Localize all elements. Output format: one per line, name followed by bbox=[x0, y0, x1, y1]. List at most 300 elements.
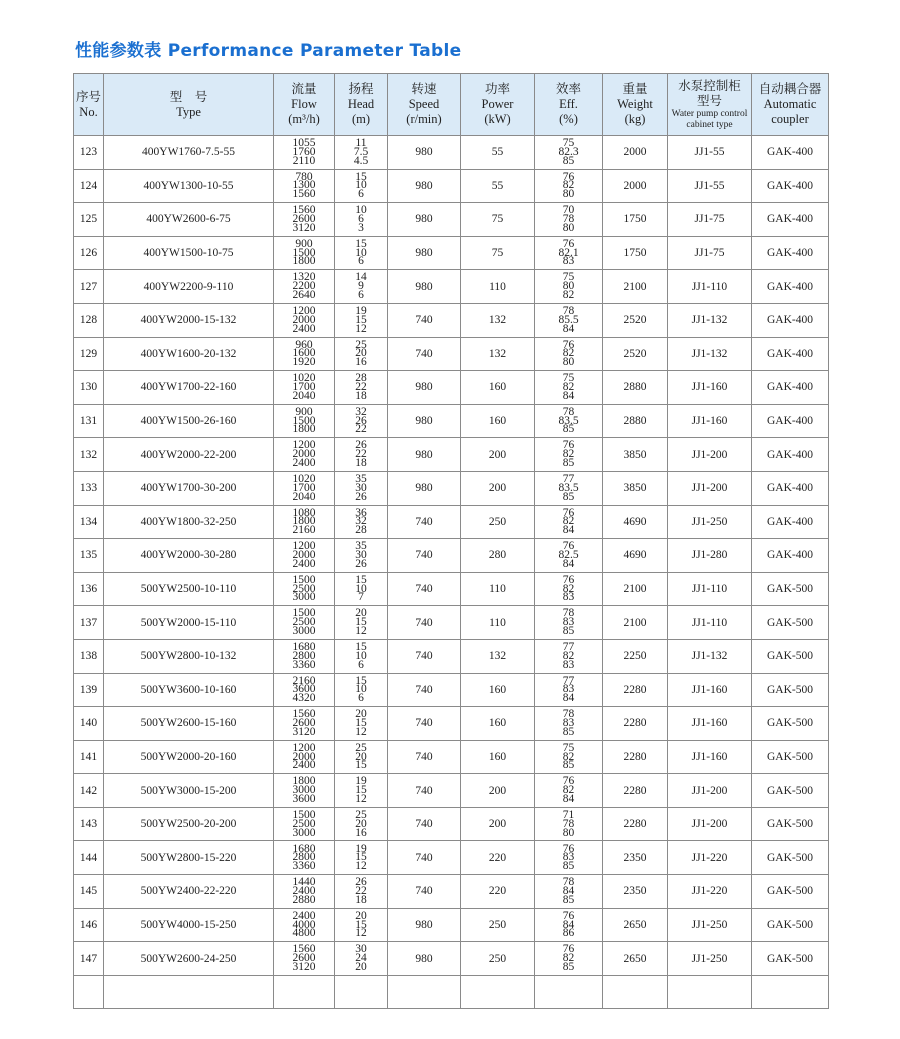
cell-eff bbox=[535, 875, 603, 909]
cell-head-value: 12 bbox=[355, 725, 367, 738]
col-header-head: 扬程 Head (m) bbox=[335, 74, 388, 136]
cell-flow-value: 2400 bbox=[292, 457, 316, 470]
cell-eff-value: 75 bbox=[562, 271, 575, 284]
cell-eff-value: 82 bbox=[562, 582, 575, 595]
cell-flow-value: 2500 bbox=[292, 616, 316, 629]
cell-speed: 740 bbox=[388, 606, 461, 640]
cell-flow bbox=[274, 774, 335, 808]
cell-flow bbox=[274, 303, 335, 337]
cell-flow bbox=[274, 471, 335, 505]
cell-head-value: 35 bbox=[355, 473, 367, 486]
cell-head bbox=[335, 471, 388, 505]
cell-power: 75 bbox=[461, 236, 535, 270]
cell-flow-value: 1700 bbox=[292, 481, 316, 494]
cell-speed: 740 bbox=[388, 303, 461, 337]
cell-speed: 980 bbox=[388, 203, 461, 237]
cell-flow-value: 3600 bbox=[292, 792, 316, 805]
cell-head-value: 22 bbox=[355, 448, 367, 461]
cell-cabinet: JJ1-220 bbox=[668, 875, 752, 909]
cell-cabinet: JJ1-110 bbox=[668, 606, 752, 640]
cell-weight: 2000 bbox=[603, 136, 668, 170]
cell-flow bbox=[274, 875, 335, 909]
cell-coupler: GAK-400 bbox=[752, 270, 829, 304]
cell-eff-value: 80 bbox=[562, 280, 575, 293]
cell-flow-value: 2160 bbox=[292, 524, 316, 537]
cell-flow-value: 2600 bbox=[292, 213, 316, 226]
cell-flow-value: 2160 bbox=[292, 674, 316, 687]
cell-head-value: 12 bbox=[355, 322, 367, 335]
cell-eff-value: 85 bbox=[562, 893, 575, 906]
cell-flow-value: 2400 bbox=[292, 884, 316, 897]
cell-type: 500YW2800-10-132 bbox=[104, 639, 274, 673]
header-row bbox=[74, 74, 829, 136]
cell-head-value: 15 bbox=[355, 573, 367, 586]
cell-eff-value: 76 bbox=[562, 775, 575, 788]
cell-speed: 740 bbox=[388, 539, 461, 573]
empty-cell bbox=[104, 975, 274, 1009]
cell-flow bbox=[274, 438, 335, 472]
cell-eff-value: 84 bbox=[562, 692, 575, 705]
cell-head-value: 6 bbox=[358, 289, 364, 302]
cell-head-value: 19 bbox=[355, 305, 367, 318]
cell-flow-value: 1500 bbox=[292, 414, 316, 427]
cell-eff-value: 82 bbox=[562, 289, 575, 302]
cell-head bbox=[335, 639, 388, 673]
cell-head-value: 25 bbox=[355, 808, 367, 821]
cell-cabinet: JJ1-220 bbox=[668, 841, 752, 875]
cell-eff bbox=[535, 740, 603, 774]
cell-head bbox=[335, 505, 388, 539]
cell-speed: 980 bbox=[388, 236, 461, 270]
cell-power: 160 bbox=[461, 371, 535, 405]
cell-weight: 3850 bbox=[603, 471, 668, 505]
cell-flow-value: 1200 bbox=[292, 439, 316, 452]
cell-head-value: 26 bbox=[355, 414, 367, 427]
cell-flow-value: 4000 bbox=[292, 918, 316, 931]
table-row bbox=[74, 303, 829, 337]
cell-eff-value: 80 bbox=[562, 221, 575, 234]
cell-eff-value: 76 bbox=[562, 338, 575, 351]
cell-eff bbox=[535, 807, 603, 841]
cell-eff-value: 80 bbox=[562, 356, 575, 369]
cell-head-value: 19 bbox=[355, 775, 367, 788]
cell-no: 130 bbox=[74, 371, 104, 405]
cell-weight: 2520 bbox=[603, 337, 668, 371]
table-row bbox=[74, 639, 829, 673]
table-row bbox=[74, 807, 829, 841]
cell-head-value: 6 bbox=[358, 213, 364, 226]
cell-flow-value: 3600 bbox=[292, 683, 316, 696]
cell-head-value: 11 bbox=[355, 137, 367, 150]
cell-flow-value: 3000 bbox=[292, 625, 316, 637]
cell-weight: 2000 bbox=[603, 169, 668, 203]
cell-eff-value: 84 bbox=[562, 524, 575, 537]
cell-eff-value: 76 bbox=[562, 573, 575, 586]
table-row bbox=[74, 841, 829, 875]
cell-eff-value: 84 bbox=[562, 557, 575, 570]
cell-weight: 4690 bbox=[603, 539, 668, 573]
cell-eff-value: 80 bbox=[562, 188, 575, 201]
cell-head-value: 15 bbox=[355, 313, 367, 326]
cell-eff-value: 82 bbox=[562, 515, 575, 528]
cell-speed: 740 bbox=[388, 639, 461, 673]
cell-coupler: GAK-400 bbox=[752, 371, 829, 405]
cell-flow-value: 2640 bbox=[292, 289, 316, 302]
cell-type: 400YW1300-10-55 bbox=[104, 169, 274, 203]
table-row bbox=[74, 337, 829, 371]
cell-power: 250 bbox=[461, 908, 535, 942]
cell-flow bbox=[274, 908, 335, 942]
cell-flow-value: 1300 bbox=[292, 179, 316, 192]
table-row bbox=[74, 707, 829, 741]
col-header-power: 功率 Power (kW) bbox=[461, 74, 535, 136]
cell-head-value: 15 bbox=[355, 237, 367, 250]
cell-flow-value: 1800 bbox=[292, 423, 316, 436]
cell-eff-value: 82 bbox=[562, 649, 575, 662]
cell-eff bbox=[535, 371, 603, 405]
cell-eff-value: 82 bbox=[562, 784, 575, 797]
cell-flow bbox=[274, 136, 335, 170]
cell-power: 55 bbox=[461, 136, 535, 170]
cell-weight: 2350 bbox=[603, 875, 668, 909]
cell-head bbox=[335, 841, 388, 875]
cell-flow bbox=[274, 203, 335, 237]
cell-cabinet: JJ1-132 bbox=[668, 337, 752, 371]
cell-head-value: 14 bbox=[355, 271, 367, 284]
cell-flow-value: 2400 bbox=[292, 557, 316, 570]
cell-weight: 2280 bbox=[603, 807, 668, 841]
cell-head-value: 12 bbox=[355, 625, 367, 637]
cell-weight: 2250 bbox=[603, 639, 668, 673]
cell-cabinet: JJ1-75 bbox=[668, 236, 752, 270]
cell-eff-value: 86 bbox=[562, 927, 575, 940]
cell-cabinet: JJ1-160 bbox=[668, 371, 752, 405]
cell-flow-value: 2880 bbox=[292, 893, 316, 906]
cell-head-value: 18 bbox=[355, 457, 367, 470]
cell-flow-value: 1560 bbox=[292, 708, 316, 721]
cell-cabinet: JJ1-200 bbox=[668, 438, 752, 472]
cell-head-value: 20 bbox=[355, 750, 367, 763]
cell-weight: 2650 bbox=[603, 942, 668, 976]
cell-head-value: 22 bbox=[355, 884, 367, 897]
cell-type: 500YW2500-10-110 bbox=[104, 572, 274, 606]
cell-power: 160 bbox=[461, 673, 535, 707]
cell-head-value: 7 bbox=[358, 591, 364, 604]
cell-eff-value: 70 bbox=[562, 204, 575, 217]
cell-flow-value: 3120 bbox=[292, 221, 316, 234]
cell-no: 132 bbox=[74, 438, 104, 472]
cell-flow-value: 3000 bbox=[292, 784, 316, 797]
cell-speed: 980 bbox=[388, 942, 461, 976]
cell-speed: 740 bbox=[388, 673, 461, 707]
cell-eff-value: 84 bbox=[562, 389, 575, 402]
cell-speed: 980 bbox=[388, 136, 461, 170]
cell-power: 220 bbox=[461, 875, 535, 909]
cell-flow-value: 900 bbox=[295, 237, 313, 250]
cell-eff bbox=[535, 438, 603, 472]
cell-eff bbox=[535, 606, 603, 640]
cell-eff-value: 76 bbox=[562, 943, 575, 956]
cell-head-value: 7.5 bbox=[353, 145, 369, 158]
cell-type: 400YW1500-26-160 bbox=[104, 404, 274, 438]
cell-eff-value: 85 bbox=[562, 725, 575, 738]
cell-no: 145 bbox=[74, 875, 104, 909]
cell-eff bbox=[535, 572, 603, 606]
cell-flow-value: 2800 bbox=[292, 649, 316, 662]
cell-eff-value: 76 bbox=[562, 170, 575, 183]
cell-head-value: 16 bbox=[355, 356, 367, 369]
cell-no: 135 bbox=[74, 539, 104, 573]
cell-flow-value: 1680 bbox=[292, 842, 316, 855]
cell-flow-value: 3360 bbox=[292, 658, 316, 671]
cell-head-value: 26 bbox=[355, 490, 367, 503]
cell-head-value: 25 bbox=[355, 338, 367, 351]
cell-type: 500YW2800-15-220 bbox=[104, 841, 274, 875]
cell-cabinet: JJ1-55 bbox=[668, 136, 752, 170]
cell-eff-value: 76 bbox=[562, 439, 575, 452]
empty-cell bbox=[74, 975, 104, 1009]
cell-power: 75 bbox=[461, 203, 535, 237]
cell-flow-value: 1700 bbox=[292, 381, 316, 394]
cell-flow-value: 4800 bbox=[292, 927, 316, 940]
cell-flow bbox=[274, 572, 335, 606]
cell-eff-value: 83.5 bbox=[558, 414, 579, 427]
cell-flow-value: 2040 bbox=[292, 389, 316, 402]
cell-speed: 740 bbox=[388, 807, 461, 841]
cell-flow-value: 3360 bbox=[292, 860, 316, 873]
cell-cabinet: JJ1-200 bbox=[668, 774, 752, 808]
cell-head-value: 4.5 bbox=[353, 154, 369, 167]
cell-coupler: GAK-500 bbox=[752, 740, 829, 774]
empty-cell bbox=[603, 975, 668, 1009]
cell-flow-value: 1200 bbox=[292, 305, 316, 318]
cell-no: 136 bbox=[74, 572, 104, 606]
table-row bbox=[74, 270, 829, 304]
cell-speed: 980 bbox=[388, 908, 461, 942]
cell-flow-value: 4320 bbox=[292, 692, 316, 705]
cell-cabinet: JJ1-250 bbox=[668, 505, 752, 539]
cell-flow-value: 3120 bbox=[292, 725, 316, 738]
table-row bbox=[74, 136, 829, 170]
cell-flow bbox=[274, 841, 335, 875]
cell-cabinet: JJ1-75 bbox=[668, 203, 752, 237]
cell-type: 400YW1800-32-250 bbox=[104, 505, 274, 539]
cell-eff-value: 71 bbox=[562, 808, 575, 821]
cell-head-value: 30 bbox=[355, 481, 367, 494]
cell-eff bbox=[535, 707, 603, 741]
cell-type: 500YW2600-24-250 bbox=[104, 942, 274, 976]
cell-eff bbox=[535, 505, 603, 539]
cell-no: 147 bbox=[74, 942, 104, 976]
cell-speed: 980 bbox=[388, 471, 461, 505]
cell-flow-value: 2000 bbox=[292, 313, 316, 326]
cell-cabinet: JJ1-250 bbox=[668, 942, 752, 976]
cell-flow bbox=[274, 740, 335, 774]
cell-head-value: 20 bbox=[355, 347, 367, 360]
cell-flow bbox=[274, 707, 335, 741]
cell-flow-value: 3120 bbox=[292, 960, 316, 973]
cell-eff-value: 83 bbox=[562, 591, 575, 604]
cell-flow bbox=[274, 236, 335, 270]
cell-eff-value: 75 bbox=[562, 741, 575, 754]
table-body bbox=[74, 136, 829, 1009]
cell-eff-value: 82 bbox=[562, 381, 575, 394]
table-row bbox=[74, 236, 829, 270]
col-header-no: 序号 No. bbox=[74, 74, 104, 136]
cell-flow-value: 1020 bbox=[292, 372, 316, 385]
cell-weight: 1750 bbox=[603, 203, 668, 237]
cell-head bbox=[335, 740, 388, 774]
cell-eff-value: 85.5 bbox=[558, 313, 579, 326]
cell-eff-value: 76 bbox=[562, 506, 575, 519]
cell-coupler: GAK-400 bbox=[752, 404, 829, 438]
table-row bbox=[74, 572, 829, 606]
cell-head-value: 15 bbox=[355, 851, 367, 864]
cell-head-value: 26 bbox=[355, 439, 367, 452]
cell-eff-value: 82 bbox=[562, 750, 575, 763]
cell-eff-value: 83 bbox=[562, 683, 575, 696]
cell-flow-value: 2600 bbox=[292, 716, 316, 729]
cell-power: 132 bbox=[461, 639, 535, 673]
cell-speed: 740 bbox=[388, 774, 461, 808]
cell-cabinet: JJ1-280 bbox=[668, 539, 752, 573]
cell-type: 500YW3000-15-200 bbox=[104, 774, 274, 808]
cell-flow-value: 2600 bbox=[292, 952, 316, 965]
cell-speed: 740 bbox=[388, 707, 461, 741]
cell-power: 132 bbox=[461, 303, 535, 337]
cell-eff bbox=[535, 942, 603, 976]
cell-weight: 2280 bbox=[603, 740, 668, 774]
cell-head-value: 6 bbox=[358, 692, 364, 705]
cell-no: 129 bbox=[74, 337, 104, 371]
cell-head-value: 26 bbox=[355, 876, 367, 889]
table-row bbox=[74, 371, 829, 405]
cell-type: 500YW4000-15-250 bbox=[104, 908, 274, 942]
cell-eff-value: 84 bbox=[562, 884, 575, 897]
cell-cabinet: JJ1-160 bbox=[668, 707, 752, 741]
cell-type: 500YW2600-15-160 bbox=[104, 707, 274, 741]
cell-head bbox=[335, 942, 388, 976]
cell-head-value: 10 bbox=[355, 179, 367, 192]
cell-head-value: 6 bbox=[358, 255, 364, 268]
cell-head-value: 15 bbox=[355, 674, 367, 687]
table-row bbox=[74, 471, 829, 505]
cell-eff-value: 78 bbox=[562, 876, 575, 889]
table-row bbox=[74, 438, 829, 472]
cell-flow bbox=[274, 270, 335, 304]
cell-eff-value: 82 bbox=[562, 952, 575, 965]
empty-cell bbox=[535, 975, 603, 1009]
cell-flow bbox=[274, 505, 335, 539]
cell-coupler: GAK-400 bbox=[752, 471, 829, 505]
cell-head-value: 12 bbox=[355, 792, 367, 805]
cell-eff-value: 76 bbox=[562, 909, 575, 922]
cell-eff bbox=[535, 404, 603, 438]
table-row bbox=[74, 505, 829, 539]
cell-head-value: 36 bbox=[355, 506, 367, 519]
table-row bbox=[74, 740, 829, 774]
cell-no: 124 bbox=[74, 169, 104, 203]
cell-head-value: 32 bbox=[355, 405, 367, 418]
cell-power: 200 bbox=[461, 471, 535, 505]
cell-flow bbox=[274, 371, 335, 405]
cell-head-value: 16 bbox=[355, 826, 367, 839]
cell-head bbox=[335, 572, 388, 606]
cell-speed: 740 bbox=[388, 740, 461, 774]
cell-power: 132 bbox=[461, 337, 535, 371]
cell-no: 138 bbox=[74, 639, 104, 673]
cell-power: 200 bbox=[461, 807, 535, 841]
cell-flow-value: 2200 bbox=[292, 280, 316, 293]
cell-no: 126 bbox=[74, 236, 104, 270]
cell-eff-value: 83 bbox=[562, 616, 575, 629]
cell-eff bbox=[535, 774, 603, 808]
cell-flow-value: 1055 bbox=[292, 137, 316, 150]
cell-speed: 980 bbox=[388, 169, 461, 203]
cell-power: 55 bbox=[461, 169, 535, 203]
cell-head-value: 28 bbox=[355, 524, 367, 537]
cell-head bbox=[335, 203, 388, 237]
cell-eff-value: 78 bbox=[562, 708, 575, 721]
cell-head-value: 15 bbox=[355, 784, 367, 797]
page-title: 性能参数表 Performance Parameter Table bbox=[75, 41, 462, 61]
col-header-type: 型 号 Type bbox=[104, 74, 274, 136]
cell-flow-value: 3000 bbox=[292, 591, 316, 604]
cell-coupler: GAK-500 bbox=[752, 875, 829, 909]
cell-speed: 740 bbox=[388, 572, 461, 606]
cell-head bbox=[335, 539, 388, 573]
cell-coupler: GAK-500 bbox=[752, 774, 829, 808]
cell-coupler: GAK-500 bbox=[752, 606, 829, 640]
cell-eff bbox=[535, 136, 603, 170]
cell-flow-value: 1080 bbox=[292, 506, 316, 519]
cell-flow-value: 1560 bbox=[292, 943, 316, 956]
cell-eff-value: 84 bbox=[562, 792, 575, 805]
cell-eff-value: 78 bbox=[562, 405, 575, 418]
cell-power: 160 bbox=[461, 707, 535, 741]
cell-head-value: 10 bbox=[355, 683, 367, 696]
cell-cabinet: JJ1-250 bbox=[668, 908, 752, 942]
cell-head-value: 20 bbox=[355, 909, 367, 922]
cell-head bbox=[335, 707, 388, 741]
cell-flow-value: 2500 bbox=[292, 817, 316, 830]
cell-head-value: 18 bbox=[355, 893, 367, 906]
cell-flow-value: 2040 bbox=[292, 490, 316, 503]
cell-no: 133 bbox=[74, 471, 104, 505]
cell-cabinet: JJ1-132 bbox=[668, 639, 752, 673]
cell-no: 131 bbox=[74, 404, 104, 438]
cell-no: 141 bbox=[74, 740, 104, 774]
cell-no: 134 bbox=[74, 505, 104, 539]
cell-flow-value: 1760 bbox=[292, 145, 316, 158]
table-row bbox=[74, 942, 829, 976]
cell-head-value: 10 bbox=[355, 582, 367, 595]
col-header-weight: 重量 Weight (kg) bbox=[603, 74, 668, 136]
cell-weight: 2280 bbox=[603, 707, 668, 741]
cell-eff-value: 76 bbox=[562, 540, 575, 553]
cell-head bbox=[335, 807, 388, 841]
cell-coupler: GAK-400 bbox=[752, 505, 829, 539]
empty-cell bbox=[461, 975, 535, 1009]
cell-type: 400YW1760-7.5-55 bbox=[104, 136, 274, 170]
cell-power: 200 bbox=[461, 774, 535, 808]
cell-no: 140 bbox=[74, 707, 104, 741]
cell-power: 110 bbox=[461, 572, 535, 606]
cell-head bbox=[335, 236, 388, 270]
cell-power: 160 bbox=[461, 740, 535, 774]
cell-head-value: 3 bbox=[358, 221, 364, 234]
cell-head bbox=[335, 875, 388, 909]
